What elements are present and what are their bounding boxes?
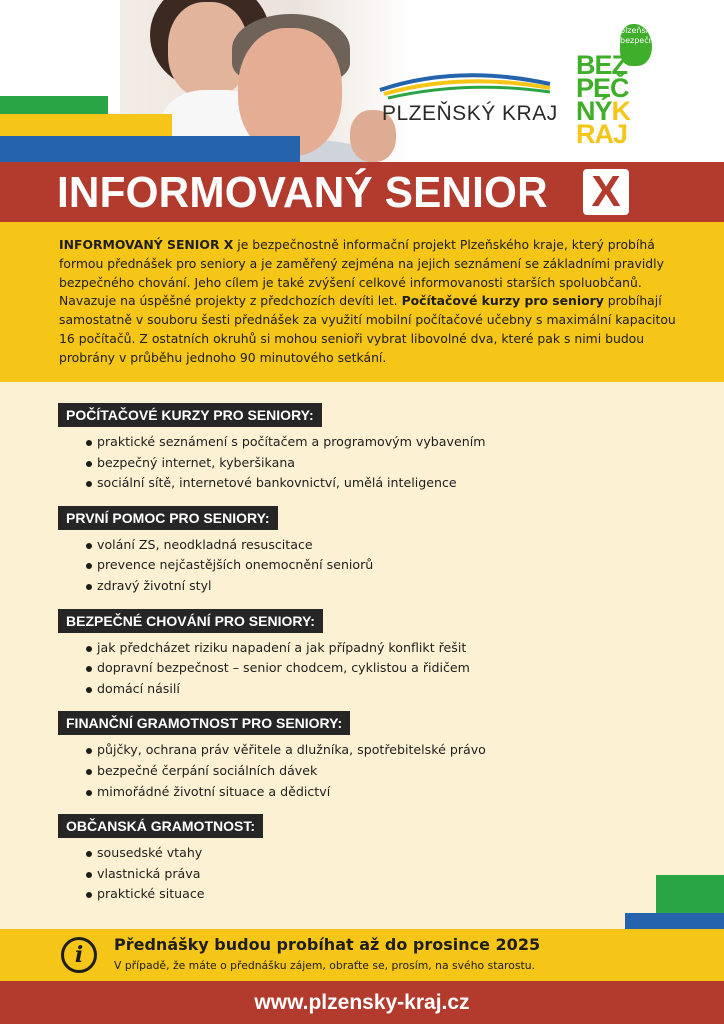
bezpecny-kraj-logo bbox=[574, 20, 694, 150]
section-heading: PRVNÍ POMOC PRO SENIORY: bbox=[58, 506, 278, 530]
info-sub-text: V případě, že máte o přednášku zájem, obraťte se, prosím, na svého starostu. bbox=[114, 959, 535, 972]
list-item: zdravý životní styl bbox=[86, 576, 618, 597]
plzensky-kraj-logo-text: PLZEŇSKÝ KRAJ bbox=[382, 102, 558, 125]
list-item: jak předcházet riziku napadení a jak případný konflikt řešit bbox=[86, 638, 618, 659]
list-item: prevence nejčastějších onemocnění seniorů bbox=[86, 555, 618, 576]
section-heading: OBČANSKÁ GRAMOTNOST: bbox=[58, 814, 263, 838]
footer bbox=[0, 981, 724, 1024]
section-list bbox=[58, 432, 618, 494]
logo-letters-2: PEČ bbox=[576, 73, 629, 103]
title-band bbox=[0, 162, 724, 222]
section-list bbox=[58, 740, 618, 802]
list-item: praktické situace bbox=[86, 884, 618, 905]
list-item: volání ZS, neodkladná resuscitace bbox=[86, 535, 618, 556]
list-item: domácí násilí bbox=[86, 679, 618, 700]
header bbox=[0, 0, 724, 162]
list-item: sousedské vtahy bbox=[86, 843, 618, 864]
section-prvni-pomoc bbox=[58, 506, 618, 597]
section-heading: POČÍTAČOVÉ KURZY PRO SENIORY: bbox=[58, 403, 322, 427]
list-item: mimořádné životní situace a dědictví bbox=[86, 782, 618, 803]
section-list bbox=[58, 843, 618, 905]
info-icon: i bbox=[61, 937, 97, 973]
list-item: bezpečné čerpání sociálních dávek bbox=[86, 761, 618, 782]
list-item: půjčky, ochrana práv věřitele a dlužníka, spotřebitelské právo bbox=[86, 740, 618, 761]
section-obcanska-gramotnost bbox=[58, 814, 618, 905]
intro-text: INFORMOVANÝ SENIOR X je bezpečnostně informační projekt Plzeňského kraje, který probíhá formou přednášek pro seniory a je zaměřený zejména na jejich seznámení se základními pravidly bezpečného chování. Jeho cílem je také zvýšení celkové informovanosti starších spoluobčanů. Navazuje na úspěšné projekty z předchozích devíti let. Počítačové kurzy pro seniory probíhají samostatně v souboru šesti přednášek za využití mobilní počítačové učebny s maximální kapacitou 16 počítačů. Z ostatních okruhů si mohou senioři vybrat libovolné dva, které pak s nimi budou probrány v průběhu jednoho 90 minutového setkání. bbox=[59, 237, 676, 365]
list-item: vlastnická práva bbox=[86, 864, 618, 885]
list-item: bezpečný internet, kyberšikana bbox=[86, 453, 618, 474]
topic-sections bbox=[58, 403, 618, 917]
green-stripe bbox=[0, 96, 108, 114]
website-link[interactable]: www.plzensky-kraj.cz bbox=[254, 991, 470, 1014]
logo-tag-line1: plzeňský kraj bbox=[620, 26, 673, 35]
section-pocitacove-kurzy bbox=[58, 403, 618, 494]
section-list bbox=[58, 535, 618, 597]
logo-letters-4: RAJ bbox=[576, 119, 628, 149]
list-item: dopravní bezpečnost – senior chodcem, cyklistou a řidičem bbox=[86, 658, 618, 679]
logo-letters-1: BEZ bbox=[576, 50, 627, 80]
info-main-text: Přednášky budou probíhat až do prosince 2025 bbox=[114, 935, 541, 954]
page-title: INFORMOVANÝ SENIOR bbox=[57, 168, 548, 217]
logo-letters-3: NÝK bbox=[576, 96, 631, 126]
section-list bbox=[58, 638, 618, 700]
green-stripe-right bbox=[656, 875, 724, 913]
section-heading: BEZPEČNÉ CHOVÁNÍ PRO SENIORY: bbox=[58, 609, 323, 633]
title-badge: X bbox=[583, 169, 629, 215]
list-item: praktické seznámení s počítačem a programovým vybavením bbox=[86, 432, 618, 453]
yellow-stripe bbox=[0, 114, 172, 136]
section-financni-gramotnost bbox=[58, 711, 618, 802]
list-item: sociální sítě, internetové bankovnictví, umělá inteligence bbox=[86, 473, 618, 494]
section-heading: FINANČNÍ GRAMOTNOST PRO SENIORY: bbox=[58, 711, 350, 735]
plzensky-kraj-logo bbox=[378, 66, 558, 128]
section-bezpecne-chovani bbox=[58, 609, 618, 700]
info-band bbox=[0, 929, 724, 981]
blue-stripe bbox=[0, 136, 300, 162]
logo-tag-line2: bezpečný kraj bbox=[620, 36, 676, 45]
intro-panel bbox=[0, 222, 724, 382]
